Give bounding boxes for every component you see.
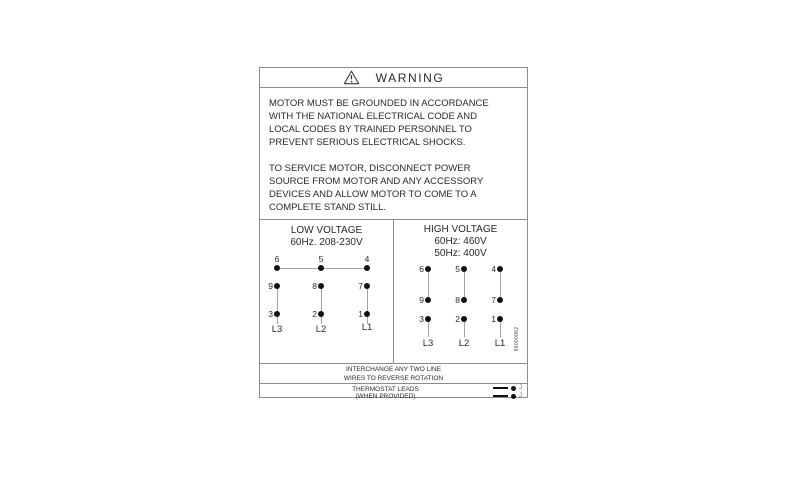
terminal-number: 9 — [419, 295, 424, 305]
paragraph-line: LOCAL CODES BY TRAINED PERSONNEL TO — [269, 124, 472, 135]
terminal-dot — [461, 316, 467, 322]
line-label: L2 — [458, 338, 470, 349]
wire — [464, 269, 465, 300]
terminal-dot — [274, 283, 280, 289]
terminal-dot — [364, 283, 370, 289]
terminal-number: 7 — [491, 295, 496, 305]
terminal-dot — [274, 311, 280, 317]
terminal-number: 2 — [455, 314, 460, 324]
paragraph-line: SOURCE FROM MOTOR AND ANY ACCESSORY — [269, 176, 484, 187]
lead-dot — [511, 386, 516, 391]
lead-wire — [493, 395, 508, 397]
wire — [500, 269, 501, 300]
terminal-number: 4 — [364, 254, 370, 264]
warning-body-text — [269, 88, 521, 214]
line-label: L1 — [361, 322, 373, 333]
high-voltage-subtitle-50hz: 50Hz: 400V — [434, 248, 487, 259]
part-number: 96000062 — [514, 326, 520, 352]
motor-warning-label — [259, 67, 528, 398]
lead-label: J — [519, 385, 522, 391]
terminal-number: 3 — [268, 309, 273, 319]
line-label: L1 — [494, 338, 506, 349]
wire — [321, 286, 322, 324]
terminal-number: 8 — [312, 281, 317, 291]
paragraph-grounding — [269, 97, 521, 149]
terminal-dot — [497, 297, 503, 303]
warning-triangle-icon — [343, 70, 360, 85]
terminal-number: 8 — [455, 295, 460, 305]
thermostat-note-line: THERMOSTAT LEADS — [352, 386, 419, 393]
terminal-dot — [364, 311, 370, 317]
paragraph-line: DEVICES AND ALLOW MOTOR TO COME TO A — [269, 189, 477, 200]
lead-label: J — [519, 393, 522, 399]
terminal-dot — [274, 265, 280, 271]
terminal-dot — [425, 266, 431, 272]
low-voltage-subtitle: 60Hz. 208-230V — [290, 237, 363, 248]
terminal-number: 6 — [274, 254, 280, 264]
wire — [367, 286, 368, 324]
terminal-number: 9 — [268, 281, 273, 291]
paragraph-service — [269, 162, 521, 214]
paragraph-line: WITH THE NATIONAL ELECTRICAL CODE AND — [269, 111, 477, 122]
rotation-note — [260, 363, 527, 383]
low-voltage-diagram — [260, 220, 393, 363]
terminal-dot — [425, 316, 431, 322]
thermostat-lead-symbol — [493, 393, 522, 399]
terminal-number: 7 — [358, 281, 363, 291]
terminal-number: 6 — [419, 264, 424, 274]
rotation-note-line: INTERCHANGE ANY TWO LINE — [345, 366, 442, 373]
terminal-number: 1 — [358, 309, 363, 319]
lead-dot — [511, 394, 516, 399]
warning-header — [260, 68, 527, 88]
high-voltage-diagram — [393, 220, 527, 363]
wire — [277, 286, 278, 324]
terminal-dot — [318, 265, 324, 271]
low-voltage-title: LOW VOLTAGE — [290, 225, 363, 236]
line-label: L3 — [271, 324, 283, 335]
line-label: L3 — [422, 338, 434, 349]
warning-title: WARNING — [375, 70, 445, 85]
paragraph-line: TO SERVICE MOTOR, DISCONNECT POWER — [269, 163, 471, 174]
terminal-number: 1 — [491, 314, 496, 324]
line-label: L2 — [315, 324, 327, 335]
high-voltage-subtitle-60hz: 60Hz: 460V — [434, 236, 487, 247]
terminal-number: 5 — [455, 264, 460, 274]
terminal-number: 3 — [419, 314, 424, 324]
terminal-number: 2 — [312, 309, 317, 319]
paragraph-line: COMPLETE STAND STILL. — [269, 202, 387, 213]
terminal-dot — [318, 283, 324, 289]
wire — [428, 269, 429, 300]
terminal-dot — [497, 316, 503, 322]
terminal-number: 5 — [318, 254, 324, 264]
terminal-dot — [364, 265, 370, 271]
terminal-dot — [497, 266, 503, 272]
voltage-diagrams-section — [260, 219, 527, 363]
terminal-dot — [425, 297, 431, 303]
thermostat-note — [260, 383, 527, 399]
paragraph-line: PREVENT SERIOUS ELECTRICAL SHOCKS. — [269, 137, 466, 148]
terminal-number: 4 — [491, 264, 496, 274]
high-voltage-title: HIGH VOLTAGE — [423, 224, 498, 235]
thermostat-note-line: (WHEN PROVIDED) — [355, 393, 416, 400]
terminal-dot — [461, 297, 467, 303]
terminal-dot — [318, 311, 324, 317]
lead-wire — [493, 387, 508, 389]
rotation-note-line: WIRES TO REVERSE ROTATION — [343, 375, 444, 382]
thermostat-lead-symbol — [493, 385, 522, 391]
terminal-dot — [461, 266, 467, 272]
paragraph-line: MOTOR MUST BE GROUNDED IN ACCORDANCE — [269, 98, 489, 109]
